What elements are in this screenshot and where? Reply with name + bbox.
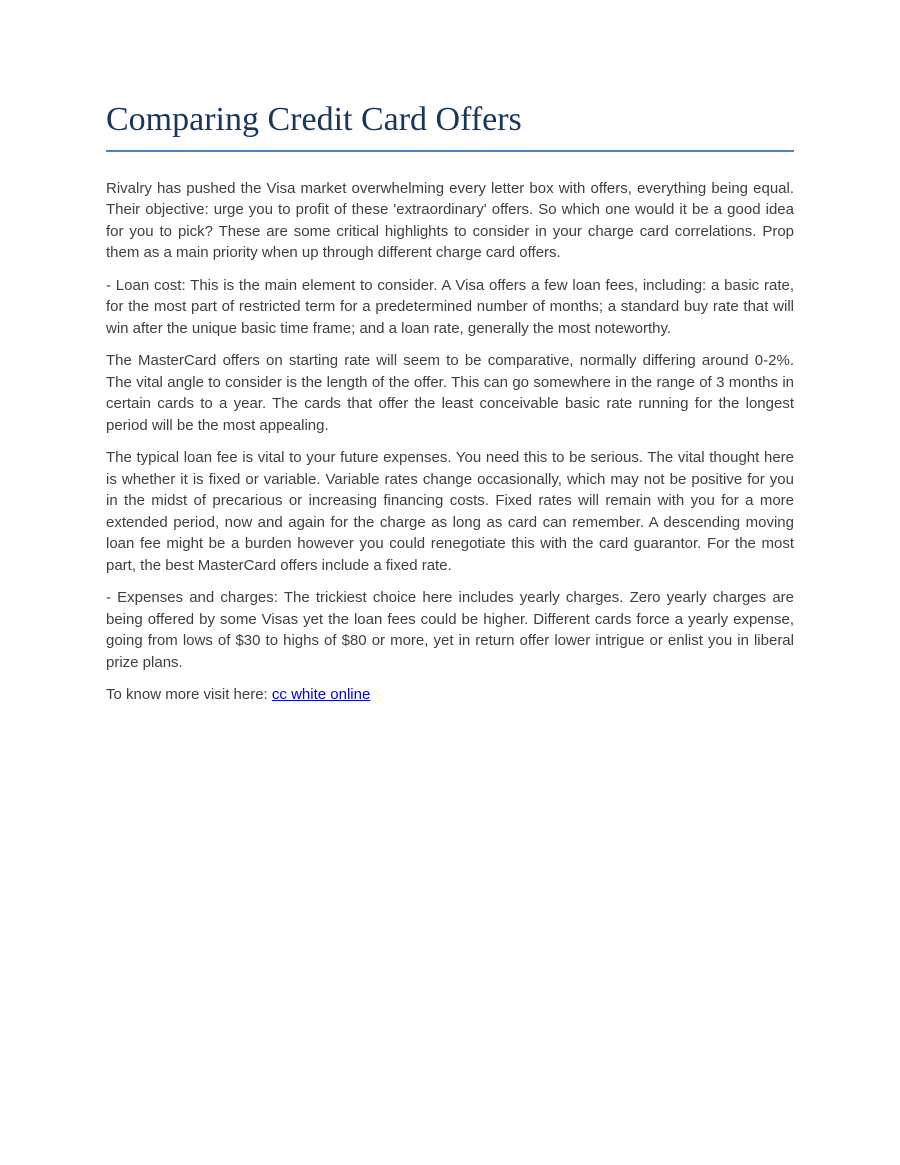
cc-white-online-link[interactable]: cc white online bbox=[271, 686, 371, 704]
closing-prefix: To know more visit here: bbox=[106, 686, 268, 704]
paragraph-intro: Rivalry has pushed the Visa market overwhelming every letter box with offers, everything being equal. Their objective: urge you to profit of these 'extraordinary' offers. So which one would it be a good idea for you to pick? These are some critical highlights to consider in your charge card correlations. Prop them as a main priority when up through different charge card offers. bbox=[106, 179, 794, 262]
paragraph-typical-loan-fee: The typical loan fee is vital to your future expenses. You need this to be serious. The vital thought here is whether it is fixed or variable. Variable rates change occasionally, which may not be positive for you in the midst of precarious or increasing financing costs. Fixed rates will remain with you for a more extended period, now and again for the charge as long as card can remember. A descending moving loan fee might be a burden however you could renegotiate this with the card guarantor. For the most part, the best MasterCard offers include a fixed rate. bbox=[106, 449, 794, 574]
page-title: Comparing Credit Card Offers bbox=[106, 100, 794, 152]
closing-line bbox=[106, 684, 794, 706]
paragraph-expenses-charges: - Expenses and charges: The trickiest choice here includes yearly charges. Zero yearly charges are being offered by some Visas yet the loan fees could be higher. Different cards force a yearly expense, going from lows of $30 to highs of $80 or more, yet in return offer lower intrigue or enlist you in liberal prize plans. bbox=[106, 589, 794, 671]
paragraph-starting-rate: The MasterCard offers on starting rate will seem to be comparative, normally differing around 0-2%. The vital angle to consider is the length of the offer. This can go somewhere in the range of 3 months in certain cards to a year. The cards that offer the least conceivable basic rate running for the longest period will be the most appealing. bbox=[106, 352, 794, 434]
paragraph-loan-cost: - Loan cost: This is the main element to consider. A Visa offers a few loan fees, including: a basic rate, for the most part of restricted term for a predetermined number of months; a standard buy rate that will win after the unique basic time frame; and a loan rate, generally the most noteworthy. bbox=[106, 276, 794, 337]
